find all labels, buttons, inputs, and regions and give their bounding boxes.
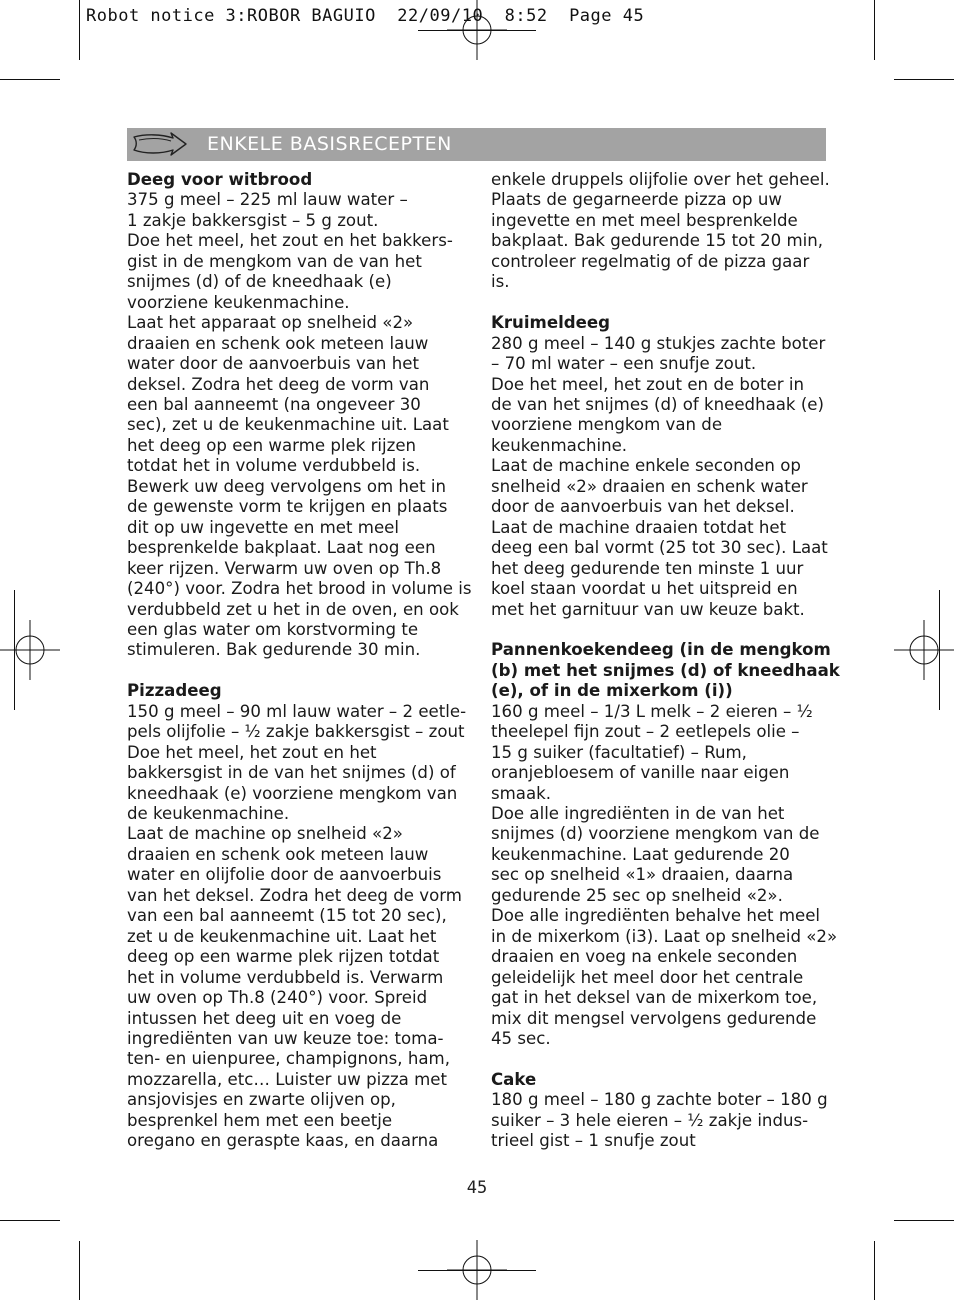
- text-line: verdubbeld zet u het in de oven, en ook: [127, 599, 459, 619]
- text-line: Laat de machine op snelheid «2»: [127, 824, 403, 844]
- text-line: van een bal aanneemt (15 tot 20 sec),: [127, 906, 447, 926]
- text-line: de gewenste vorm te krijgen en plaats: [127, 497, 448, 517]
- text-line: trieel gist – 1 snufje zout: [491, 1131, 696, 1151]
- text-line: controleer regelmatig of de pizza gaar: [491, 251, 810, 271]
- text-line: draaien en schenk ook meteen lauw: [127, 844, 429, 864]
- text-line: Bewerk uw deeg vervolgens om het in: [127, 476, 447, 496]
- registration-mark-icon: [894, 620, 954, 680]
- text-line: Laat de machine enkele seconden op: [491, 456, 801, 476]
- page-number: 45: [466, 1178, 488, 1198]
- text-line: water en olijfolie door de aanvoerbuis: [127, 865, 442, 885]
- text-line: stimuleren. Bak gedurende 30 min.: [127, 640, 421, 660]
- text-line: Doe alle ingrediënten behalve het meel: [491, 906, 821, 926]
- text-line: door de aanvoerbuis van het deksel.: [491, 497, 795, 517]
- text-line: besprenkelde bakplaat. Laat nog een: [127, 538, 436, 558]
- paragraph-gap: [491, 1049, 841, 1069]
- text-line: 150 g meel – 90 ml lauw water – 2 eetle-: [127, 701, 467, 721]
- crop-mark: [894, 79, 954, 80]
- text-line: 160 g meel – 1/3 L melk – 2 eieren – ½: [491, 701, 813, 721]
- text-line: pels olijfolie – ½ zakje bakkersgist – zout: [127, 722, 465, 742]
- text-line: gat in het deksel van de mixerkom toe,: [491, 988, 818, 1008]
- text-line: een bal aanneemt (na ongeveer 30: [127, 394, 421, 414]
- text-line: sec), zet u de keukenmachine uit. Laat: [127, 415, 449, 435]
- crop-mark: [79, 0, 80, 60]
- text-line: besprenkel hem met een beetje: [127, 1110, 393, 1130]
- crop-mark: [939, 590, 940, 710]
- text-line: het deeg gedurende ten minste 1 uur: [491, 558, 804, 578]
- text-line: deksel. Zodra het deeg de vorm van: [127, 374, 430, 394]
- registration-mark-icon: [0, 620, 60, 680]
- text-line: voorziene mengkom van de: [491, 415, 723, 435]
- text-line: een glas water om korstvorming te: [127, 619, 419, 639]
- text-line: dit op uw ingevette en met meel: [127, 517, 399, 537]
- text-line: snelheid «2» draaien en schenk water: [491, 476, 808, 496]
- recipe-heading: Pannenkoekendeeg (in de mengkom: [491, 640, 831, 660]
- text-line: is.: [491, 272, 510, 292]
- crop-mark: [14, 590, 15, 710]
- text-line: ansjovisjes en zwarte olijven op,: [127, 1090, 396, 1110]
- text-line: kneedhaak (e) voorziene mengkom van: [127, 783, 458, 803]
- text-line: Laat het apparaat op snelheid «2»: [127, 313, 414, 333]
- recipe-heading: Pizzadeeg: [127, 681, 222, 701]
- print-slug-line: Robot notice 3:ROBOR BAGUIO 22/09/10 8:52 Page 45: [86, 6, 645, 26]
- text-line: snijmes (d) voorziene mengkom van de: [491, 824, 820, 844]
- text-line: mozzarella, etc… Luister uw pizza met: [127, 1069, 448, 1089]
- text-line: de van het snijmes (d) of kneedhaak (e): [491, 394, 824, 414]
- paragraph-gap: [491, 293, 841, 313]
- arrow-right-icon: [131, 130, 189, 159]
- paragraph-gap: [127, 661, 477, 681]
- right-text-column: [491, 170, 841, 1152]
- text-line: het in volume verdubbeld is. Verwarm: [127, 967, 444, 987]
- text-line: 1 zakje bakkersgist – 5 g zout.: [127, 210, 379, 230]
- text-line: het deeg op een warme plek rijzen: [127, 435, 417, 455]
- text-line: ten- en uienpuree, champignons, ham,: [127, 1049, 450, 1069]
- text-line: zet u de keukenmachine uit. Laat het: [127, 926, 437, 946]
- text-line: Doe het meel, het zout en de boter in: [491, 374, 804, 394]
- section-title: ENKELE BASISRECEPTEN: [207, 133, 452, 155]
- text-line: oregano en geraspte kaas, en daarna: [127, 1131, 439, 1151]
- crop-mark: [894, 1220, 954, 1221]
- text-line: intussen het deeg uit en voeg de: [127, 1008, 402, 1028]
- text-line: 375 g meel – 225 ml lauw water –: [127, 190, 408, 210]
- crop-mark: [418, 30, 536, 31]
- text-line: keer rijzen. Verwarm uw oven op Th.8: [127, 558, 442, 578]
- text-line: uw oven op Th.8 (240°) voor. Spreid: [127, 988, 428, 1008]
- text-line: keukenmachine. Laat gedurende 20: [491, 844, 790, 864]
- text-line: geleidelijk het meel door het centrale: [491, 967, 804, 987]
- text-line: snijmes (d) of de kneedhaak (e): [127, 272, 392, 292]
- text-line: keukenmachine.: [491, 435, 628, 455]
- text-line: koel staan voordat u het uitspreid en: [491, 579, 798, 599]
- crop-mark: [0, 1220, 60, 1221]
- recipe-heading: (b) met het snijmes (d) of kneedhaak: [491, 660, 840, 680]
- text-line: – 70 ml water – een snufje zout.: [491, 354, 757, 374]
- text-line: sec op snelheid «1» draaien, daarna: [491, 865, 794, 885]
- text-line: mix dit mengsel vervolgens gedurende: [491, 1008, 817, 1028]
- text-line: Doe het meel, het zout en het bakkers-: [127, 231, 453, 251]
- text-line: draaien en schenk ook meteen lauw: [127, 333, 429, 353]
- recipe-heading: Kruimeldeeg: [491, 313, 611, 333]
- text-line: Plaats de gegarneerde pizza op uw: [491, 190, 782, 210]
- crop-mark: [0, 79, 60, 80]
- text-line: de keukenmachine.: [127, 804, 290, 824]
- text-line: (240°) voor. Zodra het brood in volume is: [127, 579, 472, 599]
- text-line: theelepel fijn zout – 2 eetlepels olie –: [491, 722, 800, 742]
- text-line: 15 g suiker (facultatief) – Rum,: [491, 742, 747, 762]
- text-line: Laat de machine draaien totdat het: [491, 517, 787, 537]
- text-line: ingrediënten van uw keuze toe: toma-: [127, 1029, 444, 1049]
- recipe-heading: Deeg voor witbrood: [127, 170, 313, 189]
- text-line: oranjebloesem of vanille naar eigen: [491, 763, 790, 783]
- paragraph-gap: [491, 620, 841, 640]
- recipe-heading: Cake: [491, 1069, 537, 1089]
- section-banner: [127, 128, 826, 161]
- text-line: suiker – 3 hele eieren – ½ zakje indus-: [491, 1110, 809, 1130]
- text-line: voorziene keukenmachine.: [127, 292, 350, 312]
- text-line: 45 sec.: [491, 1029, 551, 1048]
- text-line: 280 g meel – 140 g stukjes zachte boter: [491, 333, 826, 353]
- text-line: totdat het in volume verdubbeld is.: [127, 456, 421, 476]
- recipe-heading: (e), of in de mixerkom (i)): [491, 681, 733, 701]
- left-text-column: [127, 170, 477, 1152]
- text-line: draaien en voeg na enkele seconden: [491, 947, 798, 967]
- text-line: deeg op een warme plek rijzen totdat: [127, 947, 440, 967]
- crop-mark: [874, 0, 875, 60]
- text-line: smaak.: [491, 783, 552, 803]
- text-line: Doe alle ingrediënten in de van het: [491, 804, 785, 824]
- text-line: bakkersgist in de van het snijmes (d) of: [127, 763, 456, 783]
- text-line: Doe het meel, het zout en het: [127, 742, 377, 762]
- text-line: deeg een bal vormt (25 tot 30 sec). Laat: [491, 538, 828, 558]
- text-line: bakplaat. Bak gedurende 15 tot 20 min,: [491, 231, 824, 251]
- text-line: met het garnituur van uw keuze bakt.: [491, 599, 805, 619]
- crop-mark: [79, 1241, 80, 1300]
- text-line: in de mixerkom (i3). Laat op snelheid «2»: [491, 926, 838, 946]
- crop-mark: [874, 1241, 875, 1300]
- text-line: gedurende 25 sec op snelheid «2».: [491, 885, 783, 905]
- text-line: ingevette en met meel besprenkelde: [491, 210, 798, 230]
- text-line: 180 g meel – 180 g zachte boter – 180 g: [491, 1090, 828, 1110]
- text-line: water door de aanvoerbuis van het: [127, 354, 419, 374]
- text-line: enkele druppels olijfolie over het geheel.: [491, 170, 830, 189]
- text-line: van het deksel. Zodra het deeg de vorm: [127, 885, 462, 905]
- text-line: gist in de mengkom van de van het: [127, 251, 422, 271]
- crop-mark: [418, 1270, 536, 1271]
